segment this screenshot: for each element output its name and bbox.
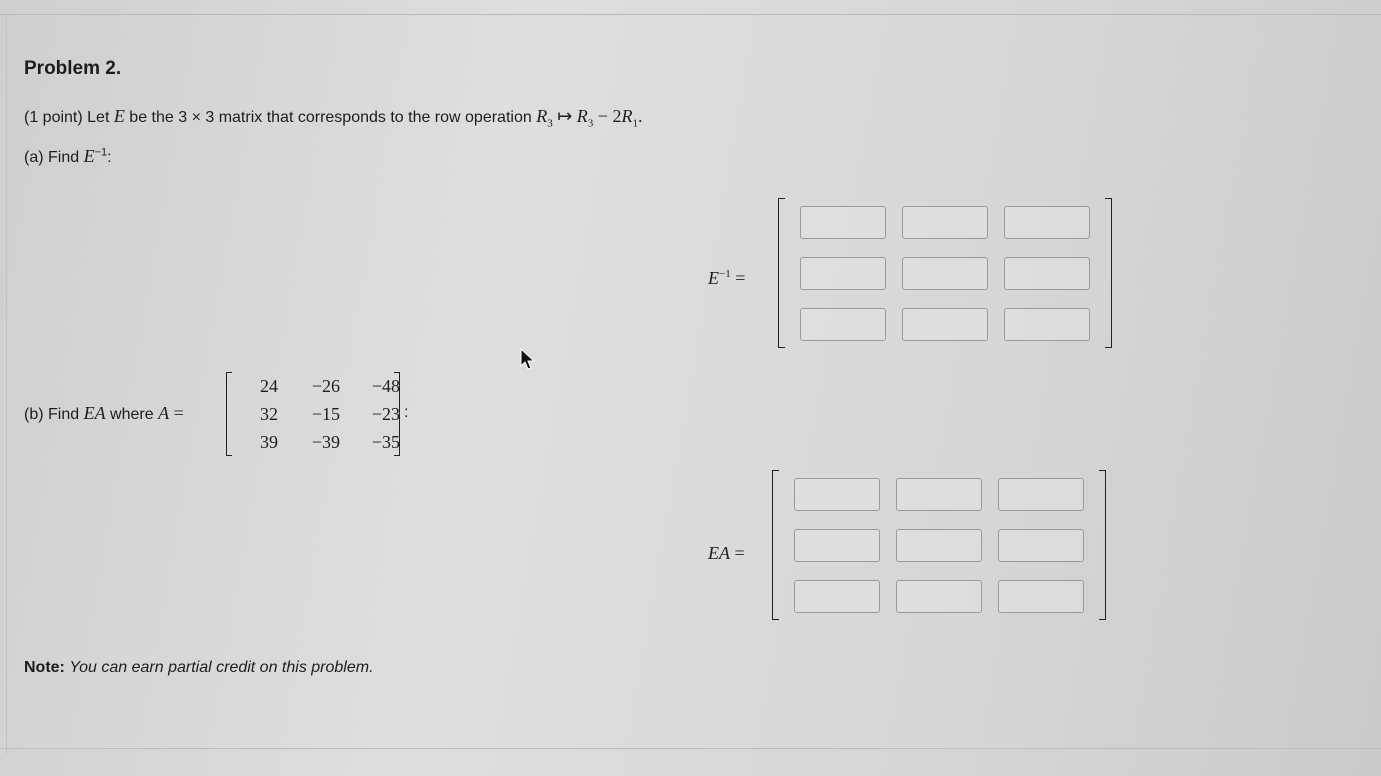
matrix-a-cell: −26 [311, 375, 340, 396]
row-r3-subscript: 3 [547, 117, 553, 130]
row-r1: R [621, 106, 633, 126]
row-r3-target: R [576, 106, 588, 126]
row-r3-target-subscript: 3 [587, 117, 594, 130]
note-text: You can earn partial credit on this problem. [69, 659, 374, 676]
matrix-a-left-bracket [226, 372, 232, 456]
part-b-colon: : [404, 404, 409, 421]
part-a-colon: : [107, 149, 112, 166]
ea-input-r2c3[interactable] [998, 529, 1084, 562]
ea-label-var: EA [708, 543, 730, 563]
page-left-edge [6, 14, 7, 754]
right-bracket [1105, 198, 1112, 348]
operation-minus-two: − 2 [593, 106, 622, 126]
ea-input-r1c2[interactable] [896, 478, 982, 511]
part-a-prefix: (a) Find [24, 149, 80, 166]
part-b-prefix: (b) Find [24, 406, 80, 423]
right-bracket [1099, 470, 1106, 620]
note-label: Note: [24, 659, 65, 676]
part-a-superscript: −1 [94, 146, 108, 159]
matrix-variable-e: E [113, 106, 125, 126]
matrix-a-cell: 39 [260, 431, 278, 452]
operation-period: . [637, 106, 643, 126]
ea-input-r3c1[interactable] [794, 580, 880, 613]
problem-statement [24, 106, 642, 130]
ea-answer-label [708, 543, 745, 564]
ea-answer-grid [794, 478, 1084, 613]
left-bracket [778, 198, 785, 348]
part-b-where: where [110, 406, 154, 423]
partial-credit-note [24, 659, 374, 677]
e-inverse-label-sup: −1 [719, 268, 731, 280]
page-bottom-divider [0, 748, 1381, 749]
part-a-variable: E [83, 146, 95, 166]
matrix-a-cell: −15 [311, 403, 340, 424]
part-b-variable: EA [83, 403, 106, 423]
matrix-a-cell: −39 [311, 431, 340, 452]
part-b-equals: = [169, 403, 184, 423]
e-inverse-input-r2c1[interactable] [800, 257, 886, 290]
e-inverse-input-r2c3[interactable] [1004, 257, 1090, 290]
e-inverse-input-r3c3[interactable] [1004, 308, 1090, 341]
matrix-a-cell: 32 [260, 403, 278, 424]
matrix-a-grid [234, 372, 400, 456]
matrix-a [226, 372, 400, 456]
row-operation [536, 106, 643, 130]
e-inverse-input-r3c2[interactable] [902, 308, 988, 341]
part-a-prompt [24, 146, 112, 167]
e-inverse-input-r2c2[interactable] [902, 257, 988, 290]
row-r3: R [536, 106, 548, 126]
e-inverse-label-var: E [708, 268, 719, 288]
statement-prefix: (1 point) Let [24, 109, 110, 126]
ea-input-r3c3[interactable] [998, 580, 1084, 613]
matrix-a-cell: −35 [371, 431, 400, 452]
ea-input-r3c2[interactable] [896, 580, 982, 613]
ea-input-r1c1[interactable] [794, 478, 880, 511]
e-inverse-input-r3c1[interactable] [800, 308, 886, 341]
ea-label-equals: = [730, 543, 745, 563]
mouse-pointer-icon [520, 348, 536, 377]
matrix-a-cell: −48 [371, 375, 400, 396]
e-inverse-answer-grid [800, 206, 1090, 341]
ea-input-r1c3[interactable] [998, 478, 1084, 511]
ea-input-r2c2[interactable] [896, 529, 982, 562]
matrix-a-cell: −23 [371, 403, 400, 424]
e-inverse-input-r1c1[interactable] [800, 206, 886, 239]
e-inverse-answer-label [708, 268, 745, 289]
page-top-divider [0, 14, 1381, 15]
e-inverse-label-equals: = [730, 268, 746, 288]
e-inverse-answer-matrix [778, 198, 1112, 348]
e-inverse-input-r1c2[interactable] [902, 206, 988, 239]
e-inverse-input-r1c3[interactable] [1004, 206, 1090, 239]
ea-answer-matrix [772, 470, 1106, 620]
ea-input-r2c1[interactable] [794, 529, 880, 562]
row-r1-subscript: 1 [632, 117, 638, 130]
left-bracket [772, 470, 779, 620]
maps-to-arrow: ↦ [557, 106, 573, 126]
statement-middle: be the 3 × 3 matrix that corresponds to the row operation [129, 109, 532, 126]
part-b-prompt [24, 403, 184, 424]
matrix-a-cell: 24 [260, 375, 278, 396]
part-b-variable-a: A [158, 403, 170, 423]
problem-title: Problem 2. [24, 58, 122, 79]
